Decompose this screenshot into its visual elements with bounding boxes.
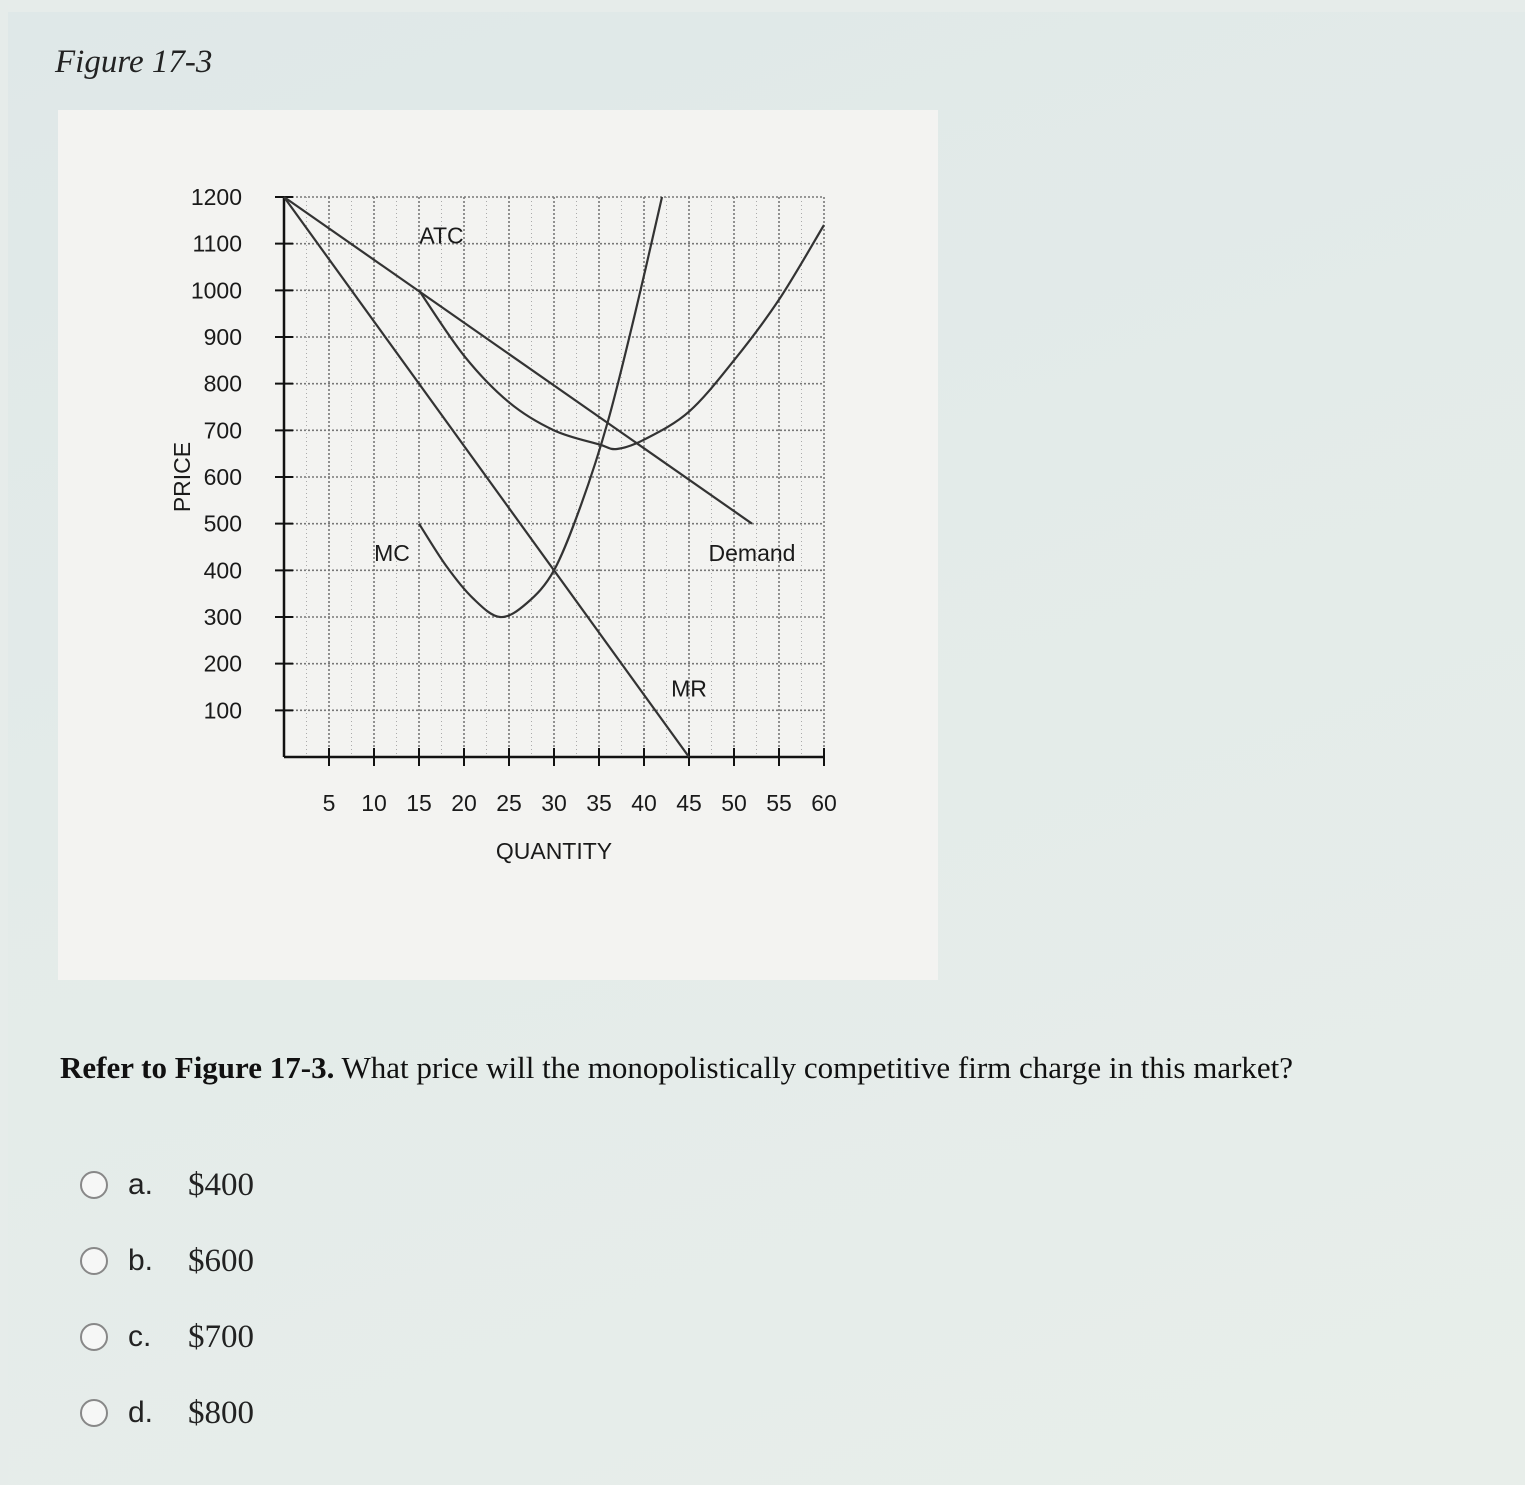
y-tick-label: 200 [203,650,242,677]
y-tick-label: 100 [203,697,242,724]
x-tick-label: 20 [451,790,477,816]
chart-labels [374,223,795,702]
y-tick-label: 300 [203,604,242,630]
option-letter: c. [128,1320,152,1353]
x-tick-label: 30 [541,790,567,816]
chart-panel [58,110,938,980]
x-tick-label: 35 [586,790,612,816]
radio-button-icon[interactable] [80,1171,108,1199]
x-tick-label: 40 [631,790,657,816]
radio-button-icon[interactable] [80,1323,108,1351]
chart-grid [284,197,824,757]
question-figure-ref: Refer to Figure 17-3. [60,1050,335,1085]
x-tick-label: 55 [766,790,792,816]
curve-label-mc: MC [374,540,410,566]
chart-ticks [191,184,837,816]
x-axis-label: QUANTITY [495,838,613,864]
y-tick-label: 900 [203,324,242,350]
y-tick-label: 1200 [190,184,242,210]
curve-label-mr: MR [671,675,707,702]
radio-button-icon[interactable] [80,1399,108,1427]
option-c[interactable] [80,1314,254,1360]
option-letter: a. [128,1168,154,1201]
curve-label-atc: ATC [419,222,464,249]
option-value: $600 [188,1242,254,1279]
option-value: $400 [188,1166,254,1203]
y-tick-label: 400 [203,557,242,584]
radio-button-icon[interactable] [80,1247,108,1275]
question-body: What price will the monopolistically competitive firm charge in this market? [334,1050,1294,1085]
chart-svg [58,110,938,980]
question-text [60,1050,1480,1086]
option-d[interactable] [80,1390,254,1436]
y-tick-label: 800 [203,370,242,397]
x-tick-label: 5 [322,790,336,816]
curve-label-demand: Demand [708,540,796,566]
answer-options [80,1162,254,1466]
y-tick-label: 1000 [190,277,242,304]
y-axis-label: PRICE [169,441,195,513]
option-letter: b. [128,1244,154,1277]
y-tick-label: 500 [203,510,242,537]
x-tick-label: 60 [811,790,837,816]
option-value: $700 [188,1318,254,1355]
y-tick-label: 600 [203,464,242,490]
option-a[interactable] [80,1162,254,1208]
x-tick-label: 15 [406,790,432,816]
y-tick-label: 1100 [192,230,242,257]
figure-title: Figure 17-3 [55,44,213,80]
series-demand-line [284,197,752,524]
x-tick-label: 50 [721,790,747,816]
series-mc-line [419,197,662,617]
x-tick-label: 45 [676,790,702,816]
x-tick-label: 10 [361,790,387,816]
option-b[interactable] [80,1238,254,1284]
option-value: $800 [188,1394,254,1431]
option-letter: d. [128,1396,154,1429]
y-tick-label: 700 [203,417,242,444]
x-tick-label: 25 [496,790,522,816]
